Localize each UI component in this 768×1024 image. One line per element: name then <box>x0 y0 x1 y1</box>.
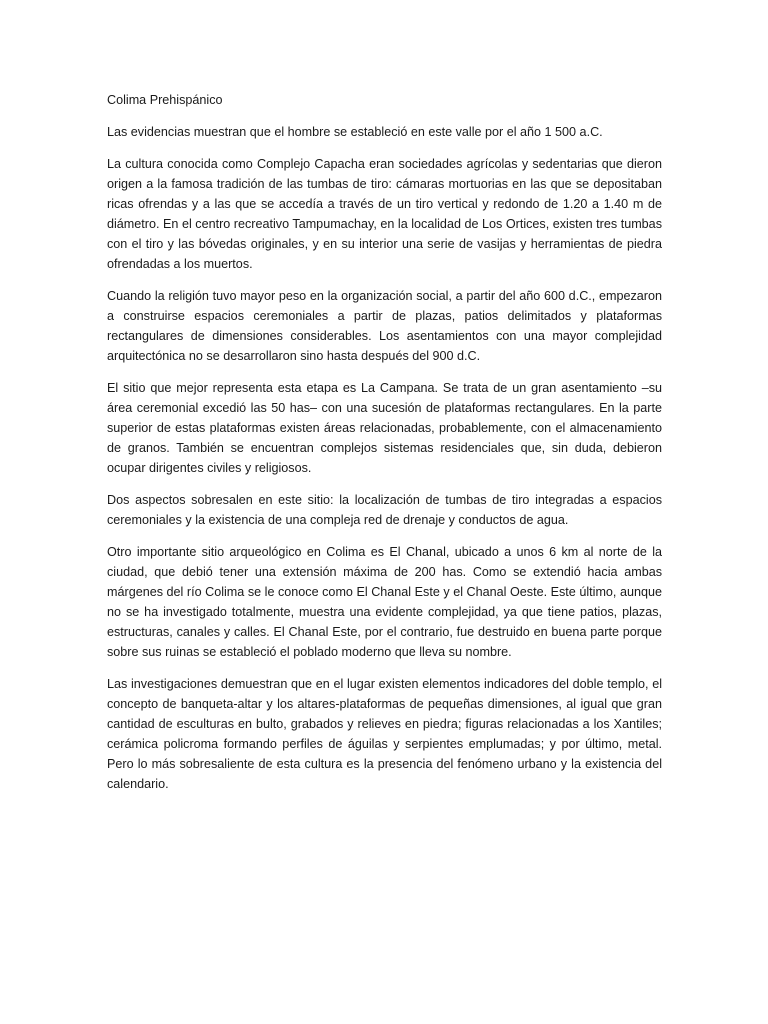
paragraph-7: Las investigaciones demuestran que en el lugar existen elementos indicadores del doble templo, el concepto de banqueta-altar y los altares-plataformas de pequeñas dimensiones, al igual que gran cantidad de esculturas en bulto, grabados y relieves en piedra; figuras relacionadas a los Xantiles; cerámica policroma formando perfiles de águilas y serpientes emplumadas; y por último, metal. Pero lo más sobresaliente de esta cultura es la presencia del fenómeno urbano y la existencia del calendario. <box>107 677 662 791</box>
paragraph-4: El sitio que mejor representa esta etapa es La Campana. Se trata de un gran asentamiento –su área ceremonial excedió las 50 has– con una sucesión de plataformas rectangulares. En la parte superior de estas plataformas existen áreas relacionadas, probablemente, con el almacenamiento de granos. También se encuentran complejos sistemas residenciales que, sin duda, debieron ocupar dirigentes civiles y religiosos. <box>107 381 662 475</box>
document-body <box>107 90 662 806</box>
paragraph-3: Cuando la religión tuvo mayor peso en la organización social, a partir del año 600 d.C., empezaron a construirse espacios ceremoniales a partir de plazas, patios delimitados y plataformas rectangulares de dimensiones considerables. Los asentamientos con una mayor complejidad arquitectónica no se desarrollaron sino hasta después del 900 d.C. <box>107 289 662 363</box>
paragraph-1: Las evidencias muestran que el hombre se estableció en este valle por el año 1 500 a.C. <box>107 125 603 139</box>
paragraph-6: Otro importante sitio arqueológico en Colima es El Chanal, ubicado a unos 6 km al norte de la ciudad, que debió tener una extensión máxima de 200 has. Como se extendió hacia ambas márgenes del río Colima se le conoce como El Chanal Este y el Chanal Oeste. Este último, aunque no se ha investigado totalmente, muestra una evidente complejidad, ya que tiene patios, plazas, estructuras, canales y calles. El Chanal Este, por el contrario, fue destruido en buena parte porque sobre sus ruinas se estableció el poblado moderno que lleva su nombre. <box>107 545 662 659</box>
paragraph-5: Dos aspectos sobresalen en este sitio: la localización de tumbas de tiro integradas a espacios ceremoniales y la existencia de una compleja red de drenaje y conductos de agua. <box>107 493 662 527</box>
document-title: Colima Prehispánico <box>107 93 223 107</box>
paragraph-2: La cultura conocida como Complejo Capacha eran sociedades agrícolas y sedentarias que dieron origen a la famosa tradición de las tumbas de tiro: cámaras mortuorias en las que se depositaban ricas ofrendas y a las que se accedía a través de un tiro vertical y redondo de 1.20 a 1.40 m de diámetro. En el centro recreativo Tampumachay, en la localidad de Los Ortices, existen tres tumbas con el tiro y las bóvedas originales, y en su interior una serie de vasijas y herramientas de piedra ofrendadas a los muertos. <box>107 157 662 271</box>
